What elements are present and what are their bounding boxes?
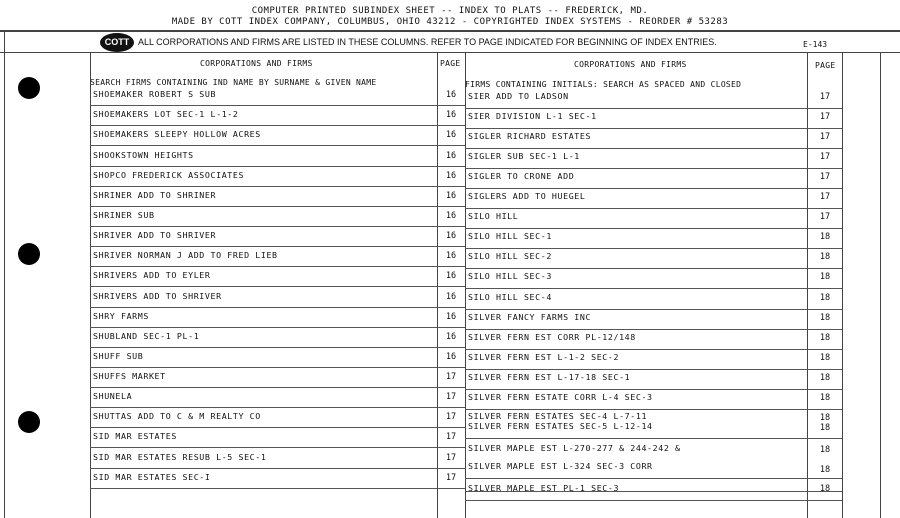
right-entry-name: SILVER FERN ESTATE CORR L-4 SEC-3: [468, 392, 653, 402]
left-subheading: SEARCH FIRMS CONTAINING IND NAME BY SURNAME & GIVEN NAME: [90, 78, 377, 87]
left-entry-page: 16: [445, 352, 457, 362]
right-entry-name: SILVER MAPLE EST L-270-277 & 244-242 &: [468, 443, 681, 453]
row-rule: [465, 108, 842, 109]
column-rule: [842, 52, 843, 518]
row-rule: [465, 128, 842, 129]
left-entry-name: SHUFF SUB: [93, 351, 144, 361]
row-rule: [465, 248, 842, 249]
row-rule: [465, 309, 842, 310]
row-rule: [465, 208, 842, 209]
right-entry-name: SILVER FERN ESTATES SEC-4 L-7-11: [468, 411, 648, 421]
publisher-line: MADE BY COTT INDEX COMPANY, COLUMBUS, OHIO 43212 - COPYRIGHTED INDEX SYSTEMS - REORDER # 53283: [171, 17, 729, 27]
left-column-heading: CORPORATIONS AND FIRMS: [200, 59, 313, 68]
left-entry-name: SID MAR ESTATES RESUB L-5 SEC-1: [93, 452, 267, 462]
left-entry-page: 16: [445, 130, 457, 140]
right-entry-page: 18: [819, 293, 831, 303]
row-rule: [465, 329, 842, 330]
right-entry-name: SIGLER TO CRONE ADD: [468, 171, 575, 181]
right-entry-name: SIGLER RICHARD ESTATES: [468, 131, 592, 141]
column-rule: [807, 52, 808, 518]
left-entry-page: 16: [445, 191, 457, 201]
row-rule: [90, 266, 465, 267]
left-entry-page: 17: [445, 432, 457, 442]
punch-hole: [18, 243, 40, 265]
right-entry-name: SILVER FERN EST CORR PL-12/148: [468, 332, 636, 342]
right-entry-page: 18: [819, 313, 831, 323]
sheet-title: COMPUTER PRINTED SUBINDEX SHEET -- INDEX TO PLATS -- FREDERICK, MD.: [251, 6, 649, 16]
right-entry-page: 17: [819, 112, 831, 122]
right-entry-name: SILO HILL SEC-4: [468, 292, 552, 302]
row-rule: [465, 500, 842, 501]
right-entry-page: 18: [819, 353, 831, 363]
right-entry-name: SILVER FANCY FARMS INC: [468, 312, 592, 322]
row-rule: [90, 387, 465, 388]
left-entry-page: 17: [445, 412, 457, 422]
row-rule: [465, 438, 842, 439]
left-entry-page: 16: [445, 292, 457, 302]
right-subheading: FIRMS CONTAINING INITIALS: SEARCH AS SPACED AND CLOSED: [465, 80, 742, 89]
column-rule: [437, 52, 438, 518]
row-rule: [90, 105, 465, 106]
right-entry-page: 18: [819, 393, 831, 403]
left-entry-page: 16: [445, 251, 457, 261]
left-entry-name: SID MAR ESTATES: [93, 431, 177, 441]
left-entry-name: SHOPCO FREDERICK ASSOCIATES: [93, 170, 245, 180]
row-rule: [90, 186, 465, 187]
left-entry-page: 16: [445, 151, 457, 161]
left-entry-name: SHRIVER NORMAN J ADD TO FRED LIEB: [93, 250, 278, 260]
row-rule: [90, 367, 465, 368]
row-rule: [90, 347, 465, 348]
right-column-heading: CORPORATIONS AND FIRMS: [574, 60, 687, 69]
right-entry-name: SILVER FERN EST L-17-18 SEC-1: [468, 372, 631, 382]
row-rule: [90, 427, 465, 428]
left-entry-name: SHUFFS MARKET: [93, 371, 166, 381]
row-rule: [90, 226, 465, 227]
row-rule: [465, 168, 842, 169]
right-entry-page: 18: [819, 333, 831, 343]
right-entry-page: 17: [819, 152, 831, 162]
right-page-heading: PAGE: [815, 61, 836, 70]
left-entry-page: 17: [445, 392, 457, 402]
right-entry-name: SIGLERS ADD TO HUEGEL: [468, 191, 586, 201]
left-entry-page: 16: [445, 211, 457, 221]
column-rule: [465, 52, 466, 518]
margin-rule: [4, 31, 5, 518]
left-entry-page: 16: [445, 312, 457, 322]
right-entry-page: 18: [819, 484, 831, 494]
left-entry-name: SID MAR ESTATES SEC-I: [93, 472, 211, 482]
left-entry-name: SHRIVERS ADD TO SHRIVER: [93, 291, 222, 301]
right-entry-name: SILO HILL SEC-3: [468, 271, 552, 281]
punch-hole: [18, 411, 40, 433]
right-entry-name: SIGLER SUB SEC-1 L-1: [468, 151, 580, 161]
right-entry-page: 18: [819, 232, 831, 242]
row-rule: [465, 268, 842, 269]
sheet-code: E-143: [803, 40, 828, 49]
row-rule: [90, 286, 465, 287]
row-rule: [465, 148, 842, 149]
left-entry-name: SHUBLAND SEC-1 PL-1: [93, 331, 200, 341]
right-entry-page: 17: [819, 132, 831, 142]
row-rule: [465, 369, 842, 370]
left-entry-name: SHRINER ADD TO SHRINER: [93, 190, 217, 200]
right-entry-name: SILVER FERN EST L-1-2 SEC-2: [468, 352, 620, 362]
row-rule: [465, 478, 842, 479]
left-entry-name: SHRY FARMS: [93, 311, 149, 321]
left-entry-name: SHUTTAS ADD TO C & M REALTY CO: [93, 411, 261, 421]
row-rule: [465, 389, 842, 390]
right-entry-name: SIER DIVISION L-1 SEC-1: [468, 111, 597, 121]
right-entry-name: SIER ADD TO LADSON: [468, 91, 569, 101]
right-entry-page: 18: [819, 373, 831, 383]
row-rule: [465, 188, 842, 189]
left-entry-name: SHOEMAKER ROBERT S SUB: [93, 89, 217, 99]
right-entry-page: 18: [819, 252, 831, 262]
row-rule: [465, 288, 842, 289]
column-rule: [880, 52, 881, 518]
row-rule: [90, 206, 465, 207]
right-entry-page: 17: [819, 172, 831, 182]
left-entry-name: SHOEMAKERS LOT SEC-1 L-1-2: [93, 109, 239, 119]
left-entry-name: SHRIVER ADD TO SHRIVER: [93, 230, 217, 240]
left-entry-name: SHOOKSTOWN HEIGHTS: [93, 150, 194, 160]
left-entry-name: SHRINER SUB: [93, 210, 155, 220]
left-entry-page: 17: [445, 473, 457, 483]
row-rule: [465, 409, 842, 410]
row-rule: [90, 488, 465, 489]
left-entry-name: SHRIVERS ADD TO EYLER: [93, 270, 211, 280]
row-rule: [90, 246, 465, 247]
row-rule: [90, 166, 465, 167]
right-entry-name: SILVER MAPLE EST L-324 SEC-3 CORR: [468, 461, 653, 471]
right-entry-page: 18: [819, 413, 831, 423]
right-entry-page: 18: [819, 272, 831, 282]
right-entry-page: 18: [819, 445, 831, 455]
row-rule: [90, 307, 465, 308]
left-entry-page: 16: [445, 90, 457, 100]
left-entry-page: 17: [445, 372, 457, 382]
row-rule: [465, 228, 842, 229]
notice-text: ALL CORPORATIONS AND FIRMS ARE LISTED IN THESE COLUMNS. REFER TO PAGE INDICATED FOR BEGINNING OF INDEX ENTRIES.: [138, 37, 717, 47]
divider: [0, 52, 900, 53]
row-rule: [465, 349, 842, 350]
right-entry-page: 18: [819, 465, 831, 475]
right-entry-name: SILO HILL SEC-1: [468, 231, 552, 241]
left-entry-name: SHOEMAKERS SLEEPY HOLLOW ACRES: [93, 129, 261, 139]
right-entry-page: 18: [819, 423, 831, 433]
left-entry-page: 16: [445, 171, 457, 181]
punch-hole: [18, 77, 40, 99]
left-entry-name: SHUNELA: [93, 391, 133, 401]
right-entry-page: 17: [819, 192, 831, 202]
right-entry-name: SILVER MAPLE EST PL-1 SEC-3: [468, 483, 620, 493]
right-entry-name: SILO HILL: [468, 211, 519, 221]
row-rule: [90, 327, 465, 328]
left-entry-page: 16: [445, 271, 457, 281]
right-entry-page: 17: [819, 212, 831, 222]
right-entry-name: SILVER FERN ESTATES SEC-5 L-12-14: [468, 421, 653, 431]
row-rule: [90, 407, 465, 408]
right-entry-name: SILO HILL SEC-2: [468, 251, 552, 261]
left-entry-page: 16: [445, 231, 457, 241]
left-entry-page: 17: [445, 453, 457, 463]
right-entry-page: 17: [819, 92, 831, 102]
row-rule: [90, 125, 465, 126]
row-rule: [90, 447, 465, 448]
left-page-heading: PAGE: [440, 59, 461, 68]
left-entry-page: 16: [445, 110, 457, 120]
left-entry-page: 16: [445, 332, 457, 342]
row-rule: [90, 468, 465, 469]
row-rule: [465, 491, 842, 492]
column-rule: [90, 52, 91, 518]
row-rule: [90, 145, 465, 146]
cott-logo: COTT: [100, 33, 134, 52]
divider: [0, 31, 900, 32]
